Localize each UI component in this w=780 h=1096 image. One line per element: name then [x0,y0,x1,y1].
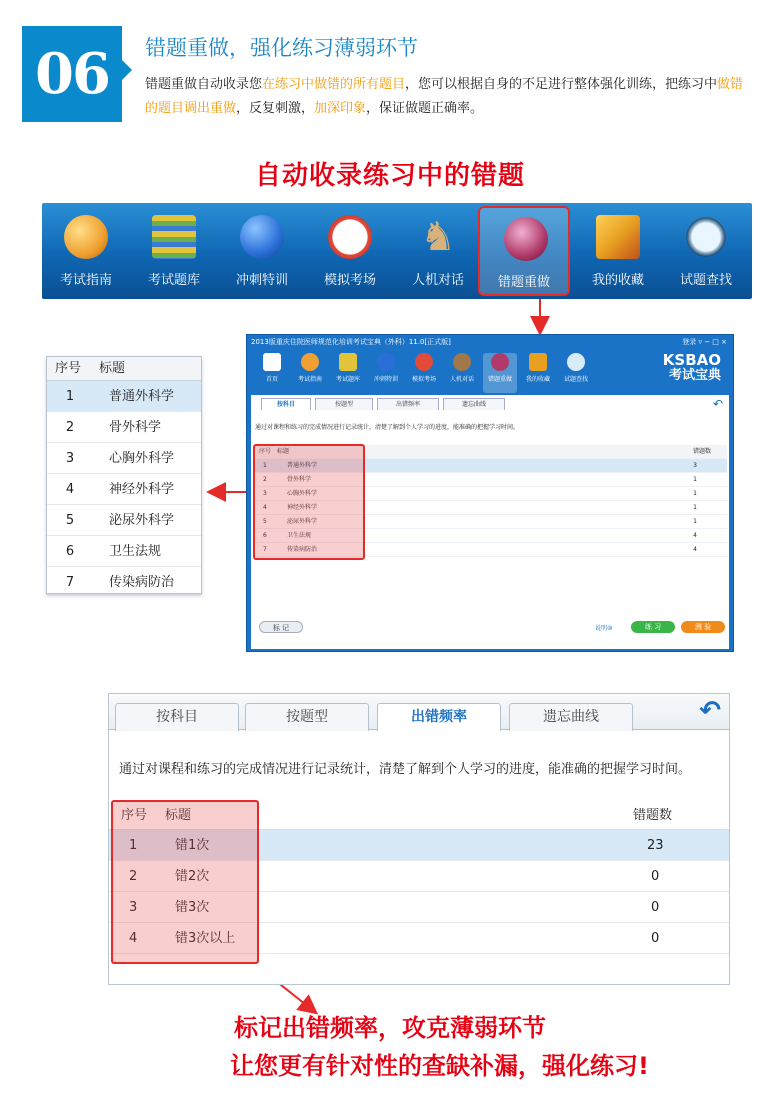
status-left: 正式测试题量：13007 题 [251,642,320,649]
win-icon-sprint[interactable]: 冲刺特训 [369,353,403,393]
chess-knight-icon: ♞ [420,214,456,260]
table-row[interactable]: 2 错2次 0 [109,861,729,892]
win-info-text: 通过对课程和练习的完成情况进行记录统计，清楚了解到个人学习的进度，能准确的把握学习时间。 [255,424,520,431]
win-tab-error-frequency[interactable]: 出错频率 [377,398,439,410]
table-row[interactable]: 1 普通外科学 3 [255,459,727,473]
clock-icon [415,353,433,371]
section-number-badge: 06 [22,26,122,122]
list-item[interactable]: 2 骨外科学 [47,412,201,443]
practice-button[interactable]: 练 习 [631,621,675,633]
win-icon-bank[interactable]: 考试题库 [331,353,365,393]
app-window-screenshot [246,334,734,652]
list-item[interactable]: 4 神经外科学 [47,474,201,505]
chess-knight-icon [453,353,471,371]
table-row[interactable]: 6 卫生法规 4 [255,529,727,543]
win-icon-home[interactable]: 首页 [255,353,289,393]
back-icon[interactable]: ↶ [712,397,723,411]
main-caption: 自动收录练习中的错题 [254,161,525,191]
toolbar-my-favorites[interactable]: 我的收藏 [574,203,662,299]
magnifier-icon [567,353,585,371]
hint-link[interactable]: 说明⑩ [595,625,613,632]
win-icon-redo[interactable]: 错题重做 [483,353,517,393]
table-row[interactable]: 4 神经外科学 1 [255,501,727,515]
win-icon-search[interactable]: 试题查找 [559,353,593,393]
tab-error-frequency[interactable]: 出错频率 [377,703,501,731]
panel-info-text: 通过对课程和练习的完成情况进行记录统计，清楚了解到个人学习的进度，能准确的把握学习时间。 [119,762,692,777]
table-row[interactable]: 3 心胸外科学 1 [255,487,727,501]
bottom-caption-2: 让您更有针对性的查缺补漏，强化练习! [230,1052,649,1080]
home-icon [263,353,281,371]
highlight-box [111,800,259,964]
section-description: 错题重做自动收录您在练习中做错的所有题目，您可以根据自身的不足进行整体强化训练，把练习中做错的题目调出重做，反复刺激，加深印象，保证做题正确率。 [145,77,744,116]
runner-icon [377,353,395,371]
win-table-header: 序号 标题 错题数 [255,445,727,459]
gift-box-icon [529,353,547,371]
tab-by-type[interactable]: 按题型 [245,703,369,731]
test-button[interactable]: 测 验 [681,621,725,633]
books-icon [339,353,357,371]
list-item[interactable]: 1 普通外科学 [47,381,201,412]
window-content [251,395,729,649]
table-row[interactable]: 3 错3次 0 [109,892,729,923]
subject-list-zoom [46,356,202,594]
table-row[interactable]: 7 传染病防治 4 [255,543,727,557]
error-frequency-panel [108,693,730,985]
win-icon-dialogue[interactable]: 人机对话 [445,353,479,393]
toolbar-mock-exam[interactable]: 模拟考场 [306,203,394,299]
table-row[interactable]: 4 错3次以上 0 [109,923,729,954]
list-header: 序号 标题 [47,357,201,381]
toolbar-question-bank[interactable]: 考试题库 [130,203,218,299]
highlight-box [253,444,365,560]
panel-tabs [109,694,729,730]
win-tab-forgetting-curve[interactable]: 遗忘曲线 [443,398,505,410]
list-item[interactable]: 7 传染病防治 [65,575,175,590]
toolbar-sprint-training[interactable]: 冲刺特训 [218,203,306,299]
list-item[interactable]: 5 泌尿外科学 [47,505,201,536]
table-row[interactable]: 2 骨外科学 1 [255,473,727,487]
list-item[interactable]: 6 卫生法规 [47,536,201,567]
win-icon-mock[interactable]: 模拟考场 [407,353,441,393]
panel-table-header: 序号 标题 错题数 [109,802,729,830]
table-row[interactable]: 5 泌尿外科学 1 [255,515,727,529]
list-item[interactable]: 3 心胸外科学 [47,443,201,474]
mark-button[interactable]: 标 记 [259,621,303,633]
bottom-caption-1: 标记出错频率，攻克薄弱环节 [234,1014,546,1042]
toolbar-wrong-question-redo[interactable]: 错题重做 [478,206,570,296]
toolbar-exam-guide[interactable]: 考试指南 [42,203,130,299]
compass-icon [301,353,319,371]
table-row[interactable]: 1 错1次 23 [109,830,729,861]
quill-icon [491,353,509,371]
tab-by-subject[interactable]: 按科目 [115,703,239,731]
back-icon[interactable]: ↶ [699,696,721,726]
win-tab-by-type[interactable]: 按题型 [315,398,373,410]
section-title: 错题重做，强化练习薄弱环节 [145,36,418,60]
ksbao-logo: KSBAO 考试宝典 [662,351,721,383]
toolbar-question-search[interactable]: 试题查找 [662,203,750,299]
window-controls[interactable]: 登录 ▿ − □ × [682,338,727,346]
tab-forgetting-curve[interactable]: 遗忘曲线 [509,703,633,731]
toolbar-human-computer-dialogue[interactable]: ♞ 人机对话 [411,214,464,288]
win-tab-by-subject[interactable]: 按科目 [261,398,311,410]
window-title: 2013版重庆住院医师规范化培训考试宝典（外科）11.0[正式版] [251,338,451,346]
win-icon-guide[interactable]: 考试指南 [293,353,327,393]
win-icon-favorites[interactable]: 我的收藏 [521,353,555,393]
status-right: 软件版本：11.0 主程序版本：2013.05.09.1 [605,642,727,649]
